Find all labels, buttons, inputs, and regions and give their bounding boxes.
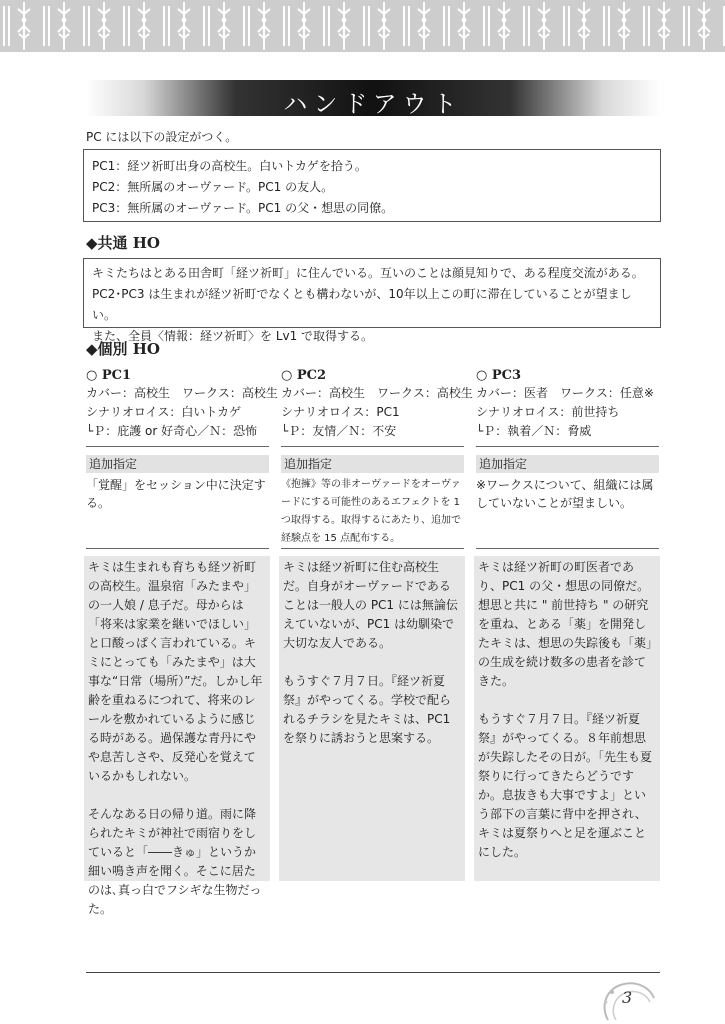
pc1-cover-works: カバー：高校生 ワークス：高校生 [86, 386, 278, 400]
common-ho-line: キミたちはとある田舎町「経ツ祈町」に住んでいる。互いのことは顔見知りで、ある程度交流がある。 [92, 266, 644, 280]
story-paragraph: もうすぐ７月７日。『経ツ祈夏祭』がやってくる。８年前想思が失踪したその日が。「先生も夏祭りに行ってきたらどうですか。息抜きも大事ですよ」という部下の言葉に背中を押され、キミは夏祭りへと足を運ぶことにした。 [478, 712, 653, 859]
divider [86, 548, 269, 549]
pc2-cover-works: カバー：高校生 ワークス：高校生 [281, 386, 473, 400]
pc2-name: ○ PC2 [281, 368, 327, 383]
pc2-scenario-lois: シナリオロイス：PC1 [281, 405, 400, 419]
individual-ho-heading: ◆個別 HO [86, 340, 160, 358]
pc1-add-text: 「覚醒」をセッション中に決定する。 [86, 478, 266, 510]
pc3-add-label: 追加指定 [476, 455, 659, 473]
intro-text: PC には以下の設定がつく。 [86, 130, 238, 144]
pc1-story [84, 556, 270, 916]
story-paragraph: キミは生まれも育ちも経ツ祈町の高校生。温泉宿「みたまや」の一人娘 / 息子だ。母からは「将来は家業を継いでほしい」と口酸っぱく言われている。キミにとっても「みたまや」は大事な“日常（場所）”だ。しかし年齢を重ねるにつれて、将来のレールを敷かれているように感じる時がある。過保護な青丹にやや息苦しさや、反発心を覚えているかもしれない。 [88, 560, 263, 783]
pc2-story [279, 556, 465, 881]
story-paragraph: もうすぐ７月７日。『経ツ祈夏祭』がやってくる。学校で配られるチラシを見たキミは、PC1 を祭りに誘おうと思案する。 [283, 674, 452, 745]
common-ho-line: また、全員〈情報：経ツ祈町〉を Lv1 で取得する。 [92, 329, 374, 343]
pc2-column [281, 368, 473, 441]
divider [86, 446, 269, 447]
pc3-cover-works: カバー：医者 ワークス：任意※ [476, 386, 654, 400]
common-ho-heading: ◆共通 HO [86, 234, 160, 252]
decorative-pattern-band [0, 0, 725, 52]
pc3-scenario-lois: シナリオロイス：前世持ち [476, 405, 620, 419]
pc1-add-label: 追加指定 [86, 455, 269, 473]
divider [281, 548, 464, 549]
story-paragraph: キミは経ツ祈町の町医者であり、PC1 の父・想思の同僚だ。想思と共に " 前世持ち " の研究を重ね、とある「薬」を開発したキミは、想思の失踪後も「薬」の生成を続け数多の患者を診てきた。 [478, 560, 653, 688]
story-paragraph: キミは経ツ祈町に住む高校生だ。自身がオーヴァードであることは一般人の PC1 には無論伝えていないが、PC1 は幼馴染で大切な友人である。 [283, 560, 458, 650]
pc2-add-label: 追加指定 [281, 455, 464, 473]
divider [281, 446, 464, 447]
common-ho-line: PC2･PC3 は生まれが経ツ祈町でなくとも構わないが、10年以上この町に滞在していることが望ましい。 [92, 287, 632, 322]
page-number: 3 [622, 988, 633, 1007]
pc1-column [86, 368, 278, 441]
title-banner [86, 80, 660, 116]
pc-summary-line: PC2：無所属のオーヴァード。PC1 の友人。 [92, 180, 334, 194]
pc-summary-box [83, 149, 661, 222]
common-ho-box [83, 258, 661, 343]
page-title: ハンドアウト [283, 90, 463, 118]
floral-pattern-graphic [0, 0, 725, 52]
story-paragraph: そんなある日の帰り道。雨に降られたキミが神社で雨宿りをしていると「――きゅ」というか細い鳴き声を聞く。そこに居たのは､真っ白でフシギな生物だった。 [88, 807, 262, 916]
footer-divider [86, 972, 660, 973]
pc3-emotions: └Ｐ：執着／Ｎ：脅威 [476, 424, 592, 438]
pc1-emotions: └Ｐ：庇護 or 好奇心／Ｎ：恐怖 [86, 424, 258, 438]
pc2-emotions: └Ｐ：友情／Ｎ：不安 [281, 424, 397, 438]
pc3-name: ○ PC3 [476, 368, 522, 383]
pc2-add-text: 《抱擁》等の非オーヴァードをオーヴァードにする可能性のあるエフェクトを 1 つ取得する。取得するにあたり、追加で経験点を 15 点配布する。 [281, 479, 461, 544]
divider [476, 446, 659, 447]
pc1-scenario-lois: シナリオロイス：白いトカゲ [86, 405, 242, 419]
pc3-add-text: ※ワークスについて、組織には属していないことが望ましい。 [476, 478, 654, 510]
pc-summary-line: PC1：経ツ祈町出身の高校生。白いトカゲを拾う。 [92, 159, 367, 173]
pc-summary-line: PC3：無所属のオーヴァード。PC1 の父・想思の同僚。 [92, 201, 394, 215]
pc1-name: ○ PC1 [86, 368, 132, 383]
pc3-column [476, 368, 659, 441]
divider [476, 548, 659, 549]
pc3-story [474, 556, 660, 881]
